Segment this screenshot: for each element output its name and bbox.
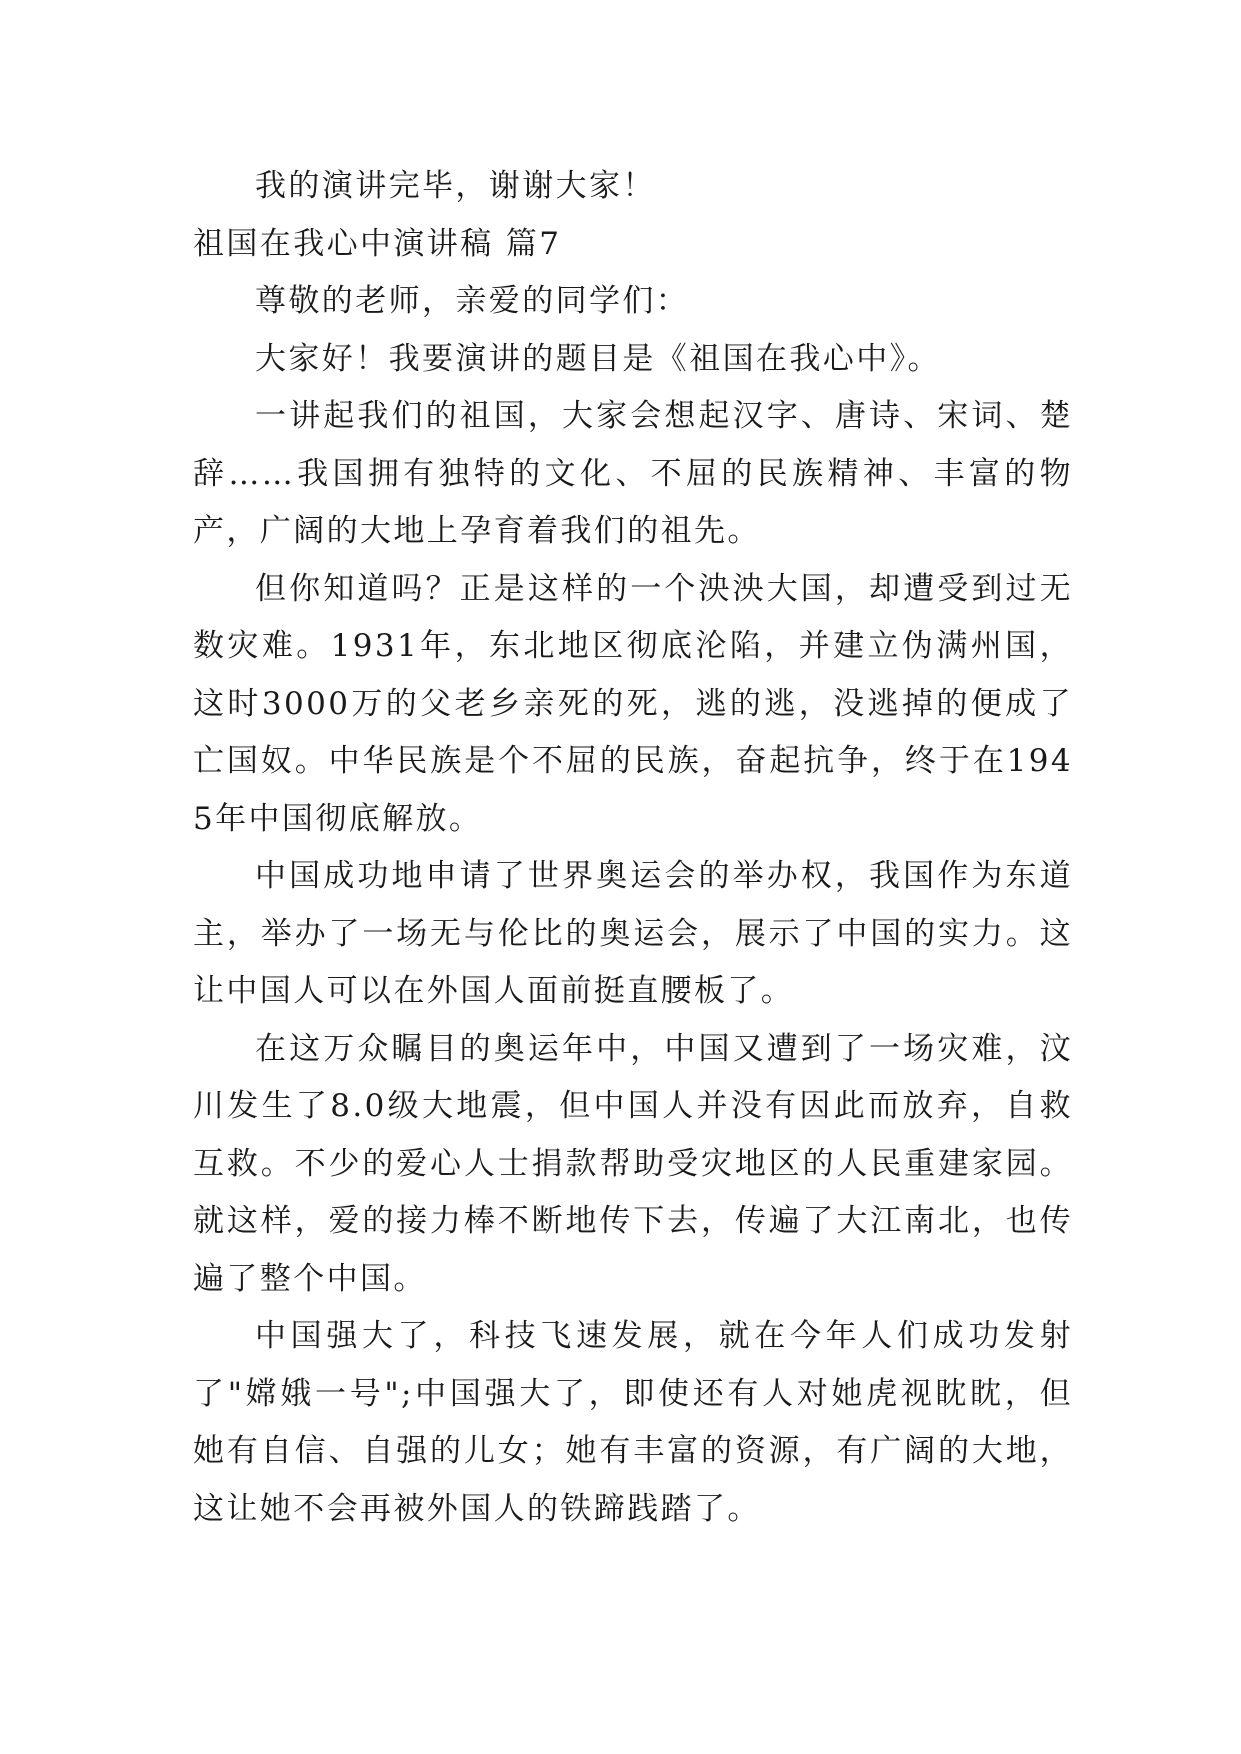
document-body [193,158,1073,1538]
history-paragraph: 但你知道吗？正是这样的一个泱泱大国，却遭受到过无数灾难。1931年，东北地区彻底沦陷，并建立伪满州国，这时3000万的父老乡亲死的死，逃的逃，没逃掉的便成了亡国奴。中华民族是个不屈的民族，奋起抗争，终于在1945年中国彻底解放。 [193,570,1073,837]
closing-line: 我的演讲完毕，谢谢大家！ [255,168,656,204]
olympics-paragraph: 中国成功地申请了世界奥运会的举办权，我国作为东道主，举办了一场无与伦比的奥运会，展示了中国的实力。这让中国人可以在外国人面前挺直腰板了。 [193,858,1073,1009]
salutation: 尊敬的老师，亲爱的同学们： [255,283,690,319]
earthquake-paragraph: 在这万众瞩目的奥运年中，中国又遭到了一场灾难，汶川发生了8.0级大地震，但中国人并没有因此而放弃，自救互救。不少的爱心人士捐款帮助受灾地区的人民重建家园。就这样，爱的接力棒不断地传下去，传遍了大江南北，也传遍了整个中国。 [193,1030,1073,1297]
strength-paragraph: 中国强大了，科技飞速发展，就在今年人们成功发射了"嫦娥一号";中国强大了，即使还有人对她虎视眈眈，但她有自信、自强的儿女；她有丰富的资源，有广阔的大地，这让她不会再被外国人的铁蹄践踏了。 [193,1318,1073,1527]
greeting-paragraph: 大家好！我要演讲的题目是《祖国在我心中》。 [255,340,941,377]
culture-paragraph: 一讲起我们的祖国，大家会想起汉字、唐诗、宋词、楚辞……我国拥有独特的文化、不屈的民族精神、丰富的物产，广阔的大地上孕育着我们的祖先。 [193,398,1073,549]
speech-title: 祖国在我心中演讲稿 篇7 [193,225,562,262]
